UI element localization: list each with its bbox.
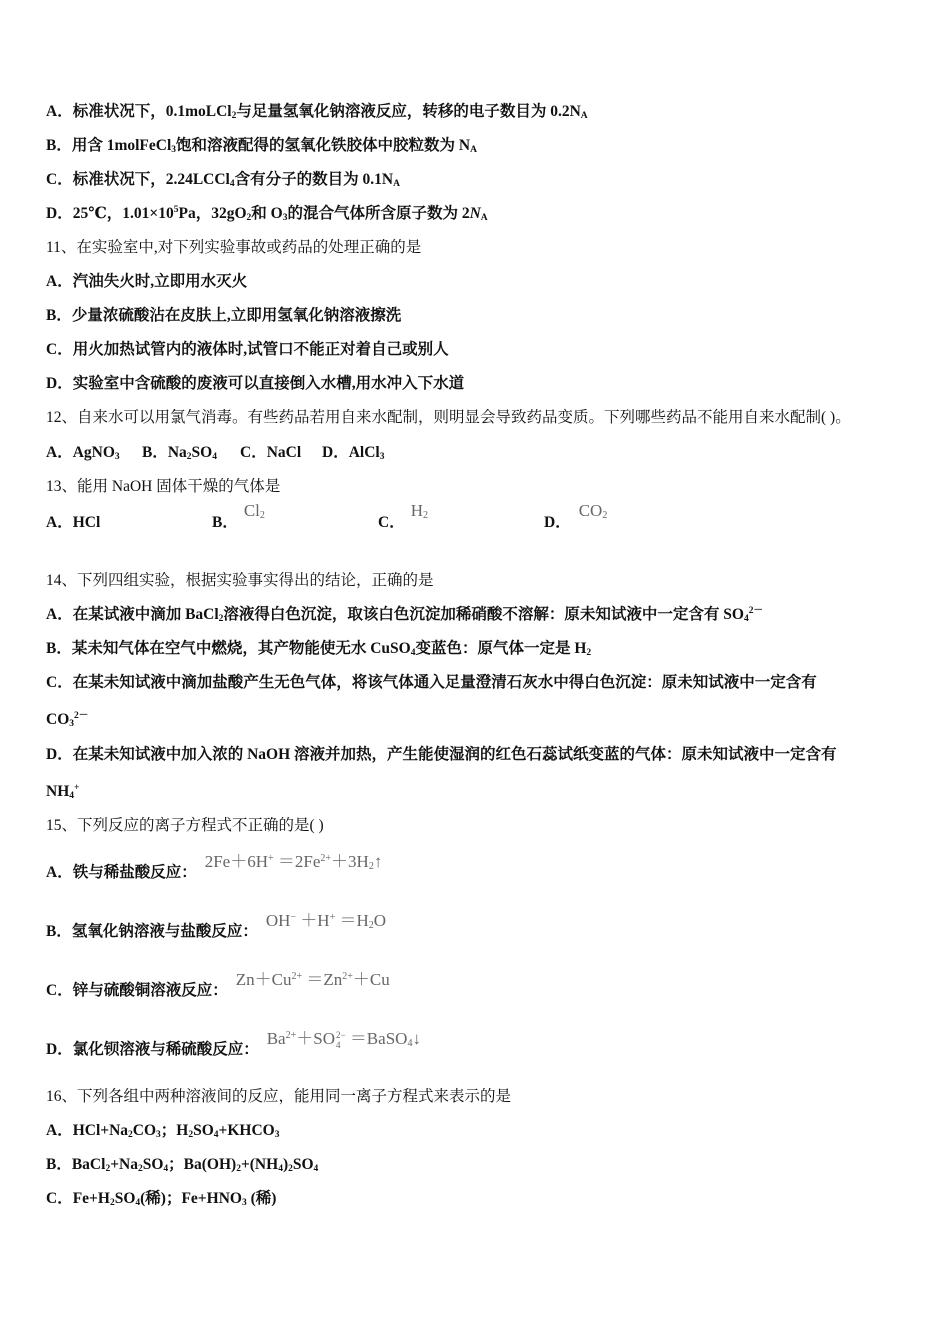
- q16-stem: 16、下列各组中两种溶液间的反应，能用同一离子方程式来表示的是: [46, 1088, 512, 1105]
- q15-option-d: D．氯化钡溶液与稀硫酸反应：$Ba^{2+}+SO$ 2− 4 ＝BaSO$_4$↓: [46, 1029, 421, 1058]
- q14-option-d: D．在某未知试液中加入浓的 NaOH 溶液并加热，产生能使湿润的红色石蕊试纸变蓝的气体：原未知试液中一定含有: [46, 746, 837, 763]
- q12-stem: 12、自来水可以用氯气消毒。有些药品若用自来水配制，则明显会导致药品变质。下列哪些药品不能用自来水配制( )。: [46, 409, 851, 426]
- q13-options: A．HCl B．$Cl_2$ C．$H_2$ D．$CO_2$: [46, 501, 608, 531]
- q15-equation-b: $OH^- +H^+ =H_2O$: [265, 911, 387, 931]
- q10-option-b: B．用含 1molFeCl$_3$饱和溶液配得的氢氧化铁胶体中胶粒数为 $N_A$: [46, 137, 477, 155]
- q14-option-c: C．在某未知试液中滴加盐酸产生无色气体，将该气体通入足量澄清石灰水中得白色沉淀：原未知试液中一定含有: [46, 674, 817, 691]
- q10-option-c: C．标准状况下，2.24LCCl$_4$含有分子的数目为 $0.1N_A$: [46, 171, 400, 189]
- q14-option-b: B．某未知气体在空气中燃烧，其产物能使无水 CuSO$_4$变蓝色：原气体一定是 $H_2$: [46, 640, 592, 658]
- q14-stem: 14、下列四组实验，根据实验事实得出的结论，正确的是: [46, 572, 434, 589]
- q15-stem: 15、下列反应的离子方程式不正确的是( ): [46, 817, 324, 834]
- q15-equation-a: $2Fe+6H^+ =2Fe^{2+}+3H_2↑$: [204, 852, 383, 872]
- q11-option-a: A．汽油失火时,立即用水灭火: [46, 273, 248, 290]
- q14-option-c-cont: $CO_3^{2-}$: [46, 711, 89, 729]
- q16-option-b: B．$BaCl_2+Na_2SO_4$；$Ba(OH)_2+(NH_4)_2SO_4$: [46, 1156, 319, 1174]
- q15-option-b: B．氢氧化钠溶液与盐酸反应：$OH^- +H^+ =H_2O$: [46, 911, 387, 940]
- q11-option-c: C．用火加热试管内的液体时,试管口不能正对着自己或别人: [46, 341, 449, 358]
- q15-equation-d: $Ba^{2+}+SO$ 2− 4 ＝BaSO$_4$↓: [266, 1029, 421, 1051]
- q16-option-a: A．$HCl+Na_2CO_3$；$H_2SO_4+KHCO_3$: [46, 1122, 280, 1140]
- q16-option-c: C．$Fe+H_2SO_4$(稀)；$Fe+HNO_3$ (稀): [46, 1190, 277, 1208]
- q15-equation-c: $Zn+Cu^{2+} =Zn^{2+}+Cu$: [235, 970, 390, 989]
- q14-option-d-cont: $NH_4^+$: [46, 783, 80, 801]
- q10-option-d: D．25℃，$1.01\times 10^5Pa$，$32gO_2$和 $O_3$的混合气体所含原子数为 $2N_A$: [46, 205, 488, 223]
- q15-option-c: C．锌与硫酸铜溶液反应：$Zn+Cu^{2+} =Zn^{2+}+Cu$: [46, 970, 390, 999]
- q13-stem: 13、能用 NaOH 固体干燥的气体是: [46, 478, 281, 495]
- q11-option-d: D．实验室中含硫酸的废液可以直接倒入水槽,用水冲入下水道: [46, 375, 465, 392]
- q14-option-a: A．在某试液中滴加 BaCl$_2$溶液得白色沉淀，取该白色沉淀加稀硝酸不溶解：原未知试液中一定含有 $SO_4^{2-}$: [46, 606, 763, 624]
- q11-stem: 11、在实验室中,对下列实验事故或药品的处理正确的是: [46, 239, 422, 256]
- q12-options: A．AgNO$_3$ B．$Na_2SO_4$ C．NaCl D．AlCl$_3$: [46, 444, 385, 462]
- q10-option-a: A．标准状况下，0.1moLCl$_2$与足量氢氧化钠溶液反应，转移的电子数目为 $0.2N_A$: [46, 103, 588, 121]
- q15-option-a: A．铁与稀盐酸反应：$2Fe+6H^+ =2Fe^{2+}+3H_2↑$: [46, 852, 383, 881]
- q11-option-b: B．少量浓硫酸沾在皮肤上,立即用氢氧化钠溶液擦洗: [46, 307, 402, 324]
